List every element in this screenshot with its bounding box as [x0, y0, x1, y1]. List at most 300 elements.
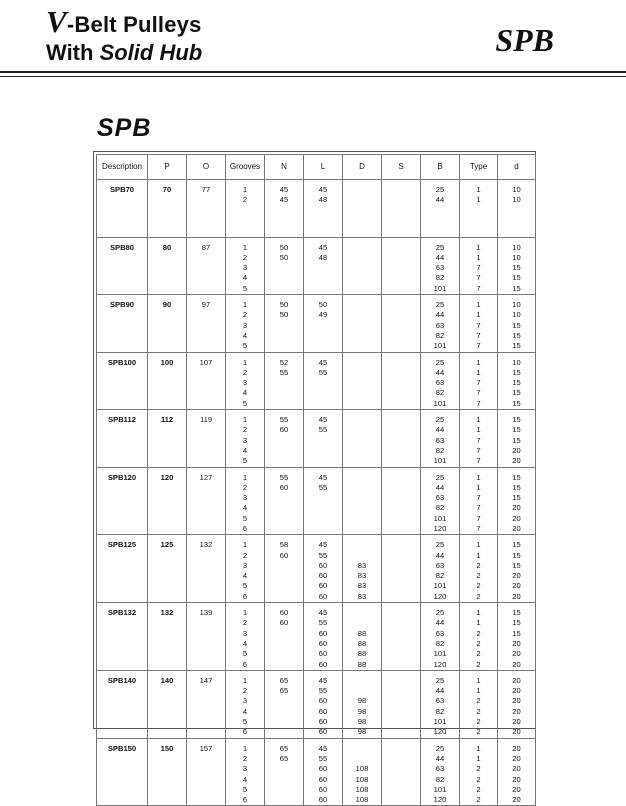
cell-line: 83: [357, 571, 367, 581]
cell-b: [421, 535, 460, 603]
cell-l: [304, 535, 343, 603]
cell-line: 44: [435, 550, 445, 560]
cell-line: 1: [476, 195, 481, 205]
cell-line: 20: [512, 743, 521, 753]
cell-o: [187, 670, 226, 738]
cell-type: [460, 467, 498, 535]
cell-line: 20: [512, 581, 521, 591]
cell-grooves: [226, 295, 265, 353]
cell-line: 98: [357, 717, 367, 727]
cell-value: 125: [160, 540, 174, 550]
cell-line: 45: [279, 195, 289, 205]
cell-line: [343, 540, 381, 550]
cell-line: 60: [318, 628, 328, 638]
cell-line: 83: [357, 560, 367, 570]
cell-line: 20: [512, 445, 521, 455]
cell-line: 20: [512, 503, 521, 513]
cell-b: [421, 352, 460, 410]
cell-line: 1: [476, 425, 481, 435]
cell-type: [460, 603, 498, 671]
cell-value: 140: [160, 675, 174, 685]
cell-line: 1: [476, 472, 481, 482]
cell-l: [304, 295, 343, 353]
cell-line: 4: [242, 706, 248, 716]
column-header-d: D: [343, 155, 382, 180]
cell-line: 2: [476, 591, 481, 601]
cell-line: 5: [242, 456, 248, 466]
cell-line: 101: [433, 283, 447, 293]
cell-line: 83: [357, 581, 367, 591]
cell-line: 1: [476, 753, 481, 763]
cell-line: 20: [512, 764, 521, 774]
cell-line: 120: [433, 795, 447, 805]
cell-l: [304, 467, 343, 535]
cell-s: [382, 467, 421, 535]
cell-line: 55: [318, 753, 328, 763]
cell-p: [148, 180, 187, 238]
title-line-1: [46, 4, 202, 40]
cell-line: 20: [512, 795, 521, 805]
cell-value: 157: [199, 743, 213, 753]
cell-line: 44: [435, 425, 445, 435]
cell-value: SPB150: [107, 743, 137, 753]
cell-description: [97, 535, 148, 603]
cell-line: 25: [435, 472, 445, 482]
spec-table: [96, 154, 536, 806]
cell-line: 15: [512, 415, 521, 424]
cell-line: 15: [512, 378, 521, 388]
cell-line: 60: [318, 638, 328, 648]
cell-o: [187, 738, 226, 806]
cell-line: 101: [433, 513, 447, 523]
table-body: [97, 180, 536, 806]
cell-line: 2: [476, 764, 481, 774]
cell-p: [148, 670, 187, 738]
cell-line: 15: [512, 341, 521, 351]
cell-line: 15: [512, 540, 521, 550]
cell-bore: [498, 738, 536, 806]
cell-line: 3: [242, 628, 248, 638]
cell-d: [343, 295, 382, 353]
column-header-type: Type: [460, 155, 498, 180]
cell-o: [187, 180, 226, 238]
cell-line: 55: [318, 550, 328, 560]
cell-line: 82: [435, 503, 445, 513]
title2-italic: Solid Hub: [99, 40, 203, 65]
cell-line: 3: [242, 378, 248, 388]
cell-line: 15: [512, 628, 521, 638]
cell-line: 101: [433, 784, 447, 794]
cell-line: 101: [433, 581, 447, 591]
cell-line: 7: [476, 388, 481, 398]
cell-line: 10: [512, 357, 521, 367]
column-header-grooves: Grooves: [226, 155, 265, 180]
cell-line: 1: [242, 675, 248, 685]
cell-line: 1: [476, 540, 481, 550]
table-row: [97, 670, 536, 738]
cell-description: [97, 467, 148, 535]
cell-line: 65: [279, 753, 289, 763]
cell-line: 20: [512, 784, 521, 794]
cell-o: [187, 535, 226, 603]
cell-line: 1: [242, 185, 248, 194]
cell-line: 44: [435, 252, 445, 262]
cell-line: 7: [476, 378, 481, 388]
column-header-p: P: [148, 155, 187, 180]
cell-line: 1: [476, 686, 481, 696]
cell-line: 15: [512, 560, 521, 570]
cell-line: 1: [476, 550, 481, 560]
cell-b: [421, 670, 460, 738]
cell-line: 101: [433, 717, 447, 727]
cell-value: SPB112: [108, 415, 136, 424]
cell-line: 10: [512, 185, 521, 194]
cell-description: [97, 237, 148, 295]
cell-line: 2: [476, 727, 481, 737]
cell-line: 98: [357, 706, 367, 716]
cell-line: 63: [435, 696, 445, 706]
cell-bore: [498, 467, 536, 535]
cell-description: [97, 410, 148, 468]
cell-line: 25: [435, 185, 445, 194]
cell-line: 108: [355, 764, 369, 774]
cell-grooves: [226, 180, 265, 238]
cell-line: 3: [242, 764, 248, 774]
cell-line: 5: [242, 398, 248, 408]
cell-line: [343, 551, 381, 561]
cell-bore: [498, 603, 536, 671]
cell-description: [97, 738, 148, 806]
cell-n: [265, 295, 304, 353]
cell-line: 1: [242, 608, 248, 618]
cell-type: [460, 738, 498, 806]
cell-line: 25: [435, 415, 445, 424]
cell-line: 98: [357, 727, 367, 737]
cell-n: [265, 535, 304, 603]
column-header-b: B: [421, 155, 460, 180]
cell-line: 82: [435, 638, 445, 648]
cell-line: 63: [435, 320, 445, 330]
cell-line: 3: [242, 696, 248, 706]
cell-line: 25: [435, 242, 445, 252]
cell-line: 44: [435, 310, 445, 320]
cell-value: 100: [160, 357, 174, 367]
table-row: [97, 410, 536, 468]
cell-line: 5: [242, 581, 248, 591]
cell-b: [421, 603, 460, 671]
cell-p: [148, 535, 187, 603]
cell-line: 101: [433, 341, 447, 351]
cell-type: [460, 295, 498, 353]
cell-value: 80: [162, 242, 172, 252]
cell-line: 48: [318, 195, 328, 205]
cell-line: 120: [433, 591, 447, 601]
cell-b: [421, 738, 460, 806]
cell-n: [265, 410, 304, 468]
table-row: [97, 603, 536, 671]
cell-l: [304, 237, 343, 295]
cell-line: 60: [318, 774, 328, 784]
table-row: [97, 738, 536, 806]
cell-line: 63: [435, 493, 445, 503]
cell-line: 6: [242, 727, 248, 737]
cell-line: 20: [512, 571, 521, 581]
cell-line: 1: [476, 310, 481, 320]
cell-d: [343, 410, 382, 468]
cell-grooves: [226, 535, 265, 603]
cell-value: SPB125: [107, 540, 137, 550]
table-row: [97, 535, 536, 603]
cell-line: 101: [433, 456, 447, 466]
cell-bore: [498, 180, 536, 238]
cell-s: [382, 603, 421, 671]
cell-line: 60: [318, 727, 328, 737]
cell-line: 20: [512, 753, 521, 763]
cell-line: 15: [512, 472, 521, 482]
cell-line: 7: [476, 320, 481, 330]
cell-line: 3: [242, 493, 248, 503]
cell-value: 77: [201, 185, 211, 194]
cell-line: 2: [476, 638, 481, 648]
cell-value: SPB80: [109, 242, 135, 252]
cell-line: 52: [279, 357, 289, 367]
cell-line: 60: [318, 706, 328, 716]
cell-line: 82: [435, 388, 445, 398]
cell-d: [343, 467, 382, 535]
column-header-o: O: [187, 155, 226, 180]
cell-line: 3: [242, 320, 248, 330]
cell-line: 7: [476, 493, 481, 503]
cell-line: 44: [435, 482, 445, 492]
cell-line: 1: [476, 743, 481, 753]
cell-line: 20: [512, 727, 521, 737]
cell-line: 20: [512, 717, 521, 727]
cell-line: 45: [318, 357, 328, 367]
cell-p: [148, 410, 187, 468]
cell-line: 101: [433, 398, 447, 408]
cell-line: 49: [318, 310, 328, 320]
cell-line: 10: [512, 252, 521, 262]
cell-n: [265, 738, 304, 806]
cell-line: 5: [242, 784, 248, 794]
cell-line: 55: [318, 618, 328, 628]
cell-line: 20: [512, 456, 521, 466]
cell-line: 88: [357, 649, 367, 659]
cell-n: [265, 603, 304, 671]
cell-line: 45: [318, 675, 328, 685]
cell-line: 1: [476, 608, 481, 618]
cell-line: 2: [242, 686, 248, 696]
cell-line: 55: [318, 367, 328, 377]
cell-line: 7: [476, 523, 481, 533]
cell-description: [97, 295, 148, 353]
cell-line: 25: [435, 675, 445, 685]
cell-line: 2: [242, 753, 248, 763]
cell-line: 44: [435, 753, 445, 763]
cell-o: [187, 603, 226, 671]
cell-d: [343, 535, 382, 603]
column-header-l: L: [304, 155, 343, 180]
column-header-description: Description: [97, 155, 148, 180]
cell-line: 60: [279, 425, 289, 435]
cell-line: 50: [279, 300, 289, 309]
cell-line: 45: [318, 743, 328, 753]
cell-line: 82: [435, 273, 445, 283]
cell-line: 10: [512, 310, 521, 320]
table-row: [97, 180, 536, 238]
cell-value: 139: [199, 608, 213, 618]
cell-p: [148, 352, 187, 410]
cell-d: [343, 670, 382, 738]
cell-d: [343, 603, 382, 671]
cell-line: 20: [512, 774, 521, 784]
cell-line: 7: [476, 503, 481, 513]
cell-line: 2: [242, 425, 248, 435]
cell-s: [382, 535, 421, 603]
cell-line: 55: [318, 425, 328, 435]
cell-line: 15: [512, 425, 521, 435]
cell-line: 60: [318, 764, 328, 774]
cell-line: 108: [355, 795, 369, 805]
cell-line: 63: [435, 378, 445, 388]
cell-line: 1: [242, 242, 248, 252]
cell-line: 7: [476, 398, 481, 408]
cell-b: [421, 237, 460, 295]
cell-line: 1: [476, 185, 481, 194]
cell-line: 2: [242, 195, 248, 205]
cell-line: 1: [476, 618, 481, 628]
cell-line: 25: [435, 608, 445, 618]
cell-line: 6: [242, 591, 248, 601]
cell-line: 88: [357, 659, 367, 669]
cell-line: 50: [279, 252, 289, 262]
cell-line: 1: [476, 415, 481, 424]
cell-line: 2: [476, 581, 481, 591]
cell-line: 60: [318, 560, 328, 570]
cell-l: [304, 352, 343, 410]
cell-type: [460, 410, 498, 468]
cell-line: 20: [512, 591, 521, 601]
cell-line: 60: [318, 696, 328, 706]
cell-line: 4: [242, 273, 248, 283]
cell-p: [148, 738, 187, 806]
series-label-top: SPB: [495, 22, 554, 58]
title2-plain: With: [46, 40, 100, 65]
cell-line: 7: [476, 263, 481, 273]
cell-l: [304, 603, 343, 671]
cell-bore: [498, 352, 536, 410]
cell-line: 101: [433, 649, 447, 659]
cell-d: [343, 352, 382, 410]
cell-l: [304, 410, 343, 468]
cell-line: 15: [512, 388, 521, 398]
table-row: [97, 467, 536, 535]
cell-line: 2: [476, 774, 481, 784]
cell-line: 44: [435, 195, 445, 205]
cell-line: 15: [512, 493, 521, 503]
cell-line: 50: [279, 242, 289, 252]
cell-line: 3: [242, 263, 248, 273]
cell-line: 82: [435, 706, 445, 716]
cell-line: 60: [318, 784, 328, 794]
cell-value: 107: [199, 357, 213, 367]
cell-line: 10: [512, 195, 521, 205]
cell-line: [343, 744, 381, 754]
cell-b: [421, 180, 460, 238]
header-rule-thin: [0, 76, 626, 77]
cell-p: [148, 295, 187, 353]
cell-line: 6: [242, 795, 248, 805]
cell-line: 3: [242, 560, 248, 570]
cell-value: SPB100: [107, 357, 137, 367]
title-rest: -Belt Pulleys: [66, 12, 202, 37]
cell-line: 63: [435, 560, 445, 570]
cell-o: [187, 237, 226, 295]
cell-type: [460, 237, 498, 295]
cell-grooves: [226, 738, 265, 806]
cell-line: 44: [435, 618, 445, 628]
cell-line: 15: [512, 273, 521, 283]
cell-type: [460, 535, 498, 603]
cell-line: 1: [242, 357, 248, 367]
cell-line: 55: [318, 482, 328, 492]
cell-line: 44: [435, 367, 445, 377]
cell-value: SPB132: [107, 608, 137, 618]
cell-line: 2: [476, 649, 481, 659]
cell-line: 10: [512, 242, 521, 252]
cell-line: [343, 618, 381, 628]
cell-b: [421, 410, 460, 468]
cell-line: 63: [435, 435, 445, 445]
series-title: SPB: [97, 114, 152, 142]
cell-line: 2: [242, 367, 248, 377]
cell-line: 1: [476, 482, 481, 492]
cell-value: SPB140: [107, 675, 137, 685]
column-header-bore: d: [498, 155, 536, 180]
cell-line: 60: [318, 581, 328, 591]
cell-line: 25: [435, 540, 445, 550]
cell-line: 108: [355, 774, 369, 784]
spec-table-frame: [93, 151, 536, 805]
cell-line: 20: [512, 513, 521, 523]
cell-line: 7: [476, 435, 481, 445]
cell-line: 2: [476, 628, 481, 638]
cell-line: 4: [242, 774, 248, 784]
cell-bore: [498, 410, 536, 468]
cell-s: [382, 410, 421, 468]
cell-n: [265, 237, 304, 295]
cell-line: 1: [476, 242, 481, 252]
cell-line: 5: [242, 283, 248, 293]
cell-line: 20: [512, 706, 521, 716]
cell-line: 20: [512, 659, 521, 669]
cell-value: SPB90: [109, 300, 135, 309]
cell-line: 2: [242, 310, 248, 320]
cell-value: 70: [162, 185, 172, 194]
cell-s: [382, 295, 421, 353]
cell-grooves: [226, 670, 265, 738]
cell-line: 25: [435, 743, 445, 753]
cell-line: 5: [242, 717, 248, 727]
cell-line: 1: [476, 357, 481, 367]
cell-s: [382, 352, 421, 410]
cell-line: 2: [242, 482, 248, 492]
cell-line: 2: [476, 659, 481, 669]
cell-line: 55: [279, 415, 289, 424]
cell-line: 44: [435, 686, 445, 696]
cell-line: 4: [242, 638, 248, 648]
cell-value: 112: [160, 415, 174, 424]
